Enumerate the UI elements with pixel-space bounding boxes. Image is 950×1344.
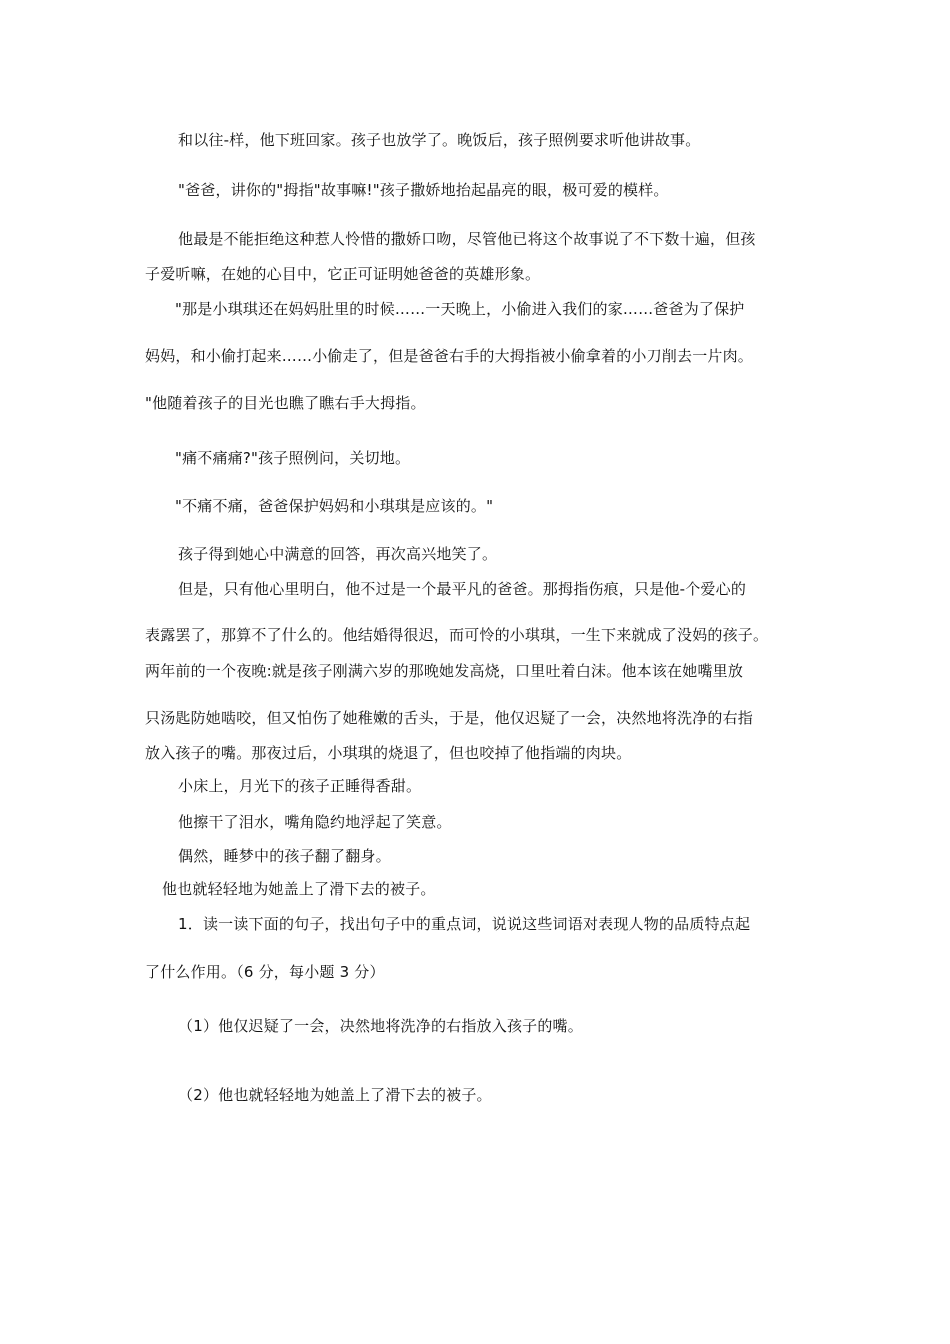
story-paragraph-2: "爸爸，讲你的"拇指"故事嘛!"孩子撒娇地抬起晶亮的眼，极可爱的模样。 xyxy=(178,181,669,199)
story-paragraph-4-line-2: 妈妈，和小偷打起来……小偷走了，但是爸爸右手的大拇指被小偷拿着的小刀削去一片肉。 xyxy=(145,347,754,365)
story-paragraph-4-line-1: "那是小琪琪还在妈妈肚里的时候……一天晚上，小偷进入我们的家……爸爸为了保护 xyxy=(175,300,745,318)
question-1-line-1: 1．读一读下面的句子，找出句子中的重点词，说说这些词语对表现人物的品质特点起 xyxy=(178,915,751,933)
story-paragraph-9: 小床上，月光下的孩子正睡得香甜。 xyxy=(178,777,422,795)
story-paragraph-3-line-1: 他最是不能拒绝这种惹人怜惜的撒娇口吻，尽管他已将这个故事说了不下数十遍，但孩 xyxy=(178,230,756,248)
story-paragraph-11: 偶然，睡梦中的孩子翻了翻身。 xyxy=(178,847,391,865)
question-1-line-2: 了什么作用。（6 分，每小题 3 分） xyxy=(145,963,385,981)
story-paragraph-1: 和以往-样，他下班回家。孩子也放学了。晚饭后，孩子照例要求听他讲故事。 xyxy=(178,131,701,149)
story-paragraph-5: "痛不痛痛?"孩子照例问，关切地。 xyxy=(175,449,411,467)
question-1-subitem-2: （2）他也就轻轻地为她盖上了滑下去的被子。 xyxy=(178,1086,492,1104)
story-paragraph-7: 孩子得到她心中满意的回答，再次高兴地笑了。 xyxy=(178,545,498,563)
story-paragraph-8-line-1: 但是，只有他心里明白，他不过是一个最平凡的爸爸。那拇指伤痕，只是他-个爱心的 xyxy=(178,580,747,598)
story-paragraph-4-line-3: "他随着孩子的目光也瞧了瞧右手大拇指。 xyxy=(145,394,426,412)
story-paragraph-8-line-2: 表露罢了，那算不了什么的。他结婚得很迟，而可怜的小琪琪，一生下来就成了没妈的孩子。 xyxy=(145,626,769,644)
story-paragraph-8-line-4: 只汤匙防她啮咬，但又怕伤了她稚嫩的舌头，于是，他仅迟疑了一会，决然地将洗净的右指 xyxy=(145,709,754,727)
story-paragraph-3-line-2: 子爱听嘛，在她的心目中，它正可证明她爸爸的英雄形象。 xyxy=(145,265,541,283)
story-paragraph-12: 他也就轻轻地为她盖上了滑下去的被子。 xyxy=(162,880,436,898)
story-paragraph-8-line-5: 放入孩子的嘴。那夜过后，小琪琪的烧退了，但也咬掉了他指端的肉块。 xyxy=(145,744,632,762)
question-1-subitem-1: （1）他仅迟疑了一会，决然地将洗净的右指放入孩子的嘴。 xyxy=(178,1017,583,1035)
story-paragraph-8-line-3: 两年前的一个夜晚:就是孩子刚满六岁的那晚她发高烧，口里吐着白沫。他本该在她嘴里放 xyxy=(145,662,744,680)
story-paragraph-6: "不痛不痛，爸爸保护妈妈和小琪琪是应该的。" xyxy=(175,497,494,515)
story-paragraph-10: 他擦干了泪水，嘴角隐约地浮起了笑意。 xyxy=(178,813,452,831)
